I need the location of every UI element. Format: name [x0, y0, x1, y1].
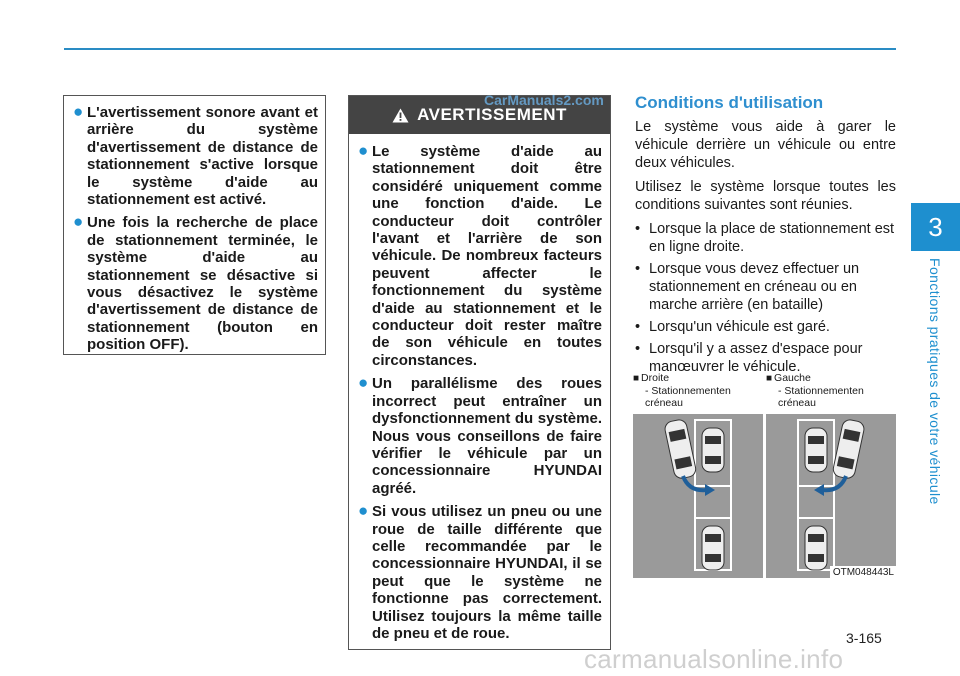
conditions-text — [635, 118, 896, 380]
figure-caption-right: ■ Droite - Stationnementen créneau — [633, 372, 731, 409]
parking-diagram-right — [633, 414, 763, 578]
parking-panel-right — [633, 414, 763, 578]
paragraph: Le système vous aide à garer le véhicule derrière un véhicule ou entre deux véhicules. — [635, 119, 896, 171]
list-item: • Lorsque la place de stationnement est en ligne droite. — [635, 221, 895, 255]
parked-car-icon — [805, 428, 827, 472]
list-item: ● Si vous utilisez un pneu ou une roue de taille différente que celle recommandée par le concessionnaire HYUNDAI, il se peut que le système ne fonctionne pas correctement. Utilisez toujours la même taille de pneu et de roue. — [358, 501, 602, 642]
bullet-icon: • — [635, 341, 641, 357]
note-box — [63, 95, 326, 355]
list-item: ● L'avertissement sonore avant et arrière du système d'avertissement de distance de stationnement s'active lorsque le système d'aide au stationnement est activé. — [73, 102, 318, 209]
parking-panel-left — [766, 414, 896, 578]
paragraph: Utilisez le système lorsque toutes les conditions suivantes sont réunies. — [635, 179, 896, 213]
warning-title: AVERTISSEMENT — [417, 105, 567, 124]
bullet-icon: • — [635, 261, 641, 277]
bullet-icon: • — [635, 221, 641, 237]
note-list — [72, 104, 318, 354]
bullet-icon: ● — [73, 212, 84, 232]
list-item: • Lorsqu'il y a assez d'espace pour manœuvrer le véhicule. — [635, 341, 863, 375]
bullet-icon: ● — [73, 102, 84, 121]
parked-car-icon — [702, 428, 724, 472]
chapter-number: 3 — [911, 203, 960, 251]
top-watermark[interactable]: CarManuals2.com — [484, 92, 604, 108]
moving-car-icon — [664, 418, 698, 479]
warning-triangle-icon — [392, 108, 409, 123]
warning-list — [357, 143, 602, 642]
list-item: ● Le système d'aide au stationnement doit être considéré uniquement comme une fonction d'aide. Le conducteur doit contrôler l'avant et l'arrière de son véhicule. De nombreux facteurs peuvent affecter le fonctionnement du système d'aide au stationnement et le conducteur doit rester maître de son véhicule en toutes circonstances. — [358, 141, 602, 369]
bullet-icon: ● — [358, 141, 369, 160]
footer-watermark[interactable]: carmanualsonline.info — [584, 644, 844, 674]
list-item: • Lorsque vous devez effectuer un stationnement en créneau ou en marche arrière (en bataille) — [635, 261, 860, 313]
section-title: Conditions d'utilisation — [635, 93, 824, 112]
conditions-list — [635, 220, 896, 376]
square-bullet-icon: ■ — [633, 373, 640, 384]
figure-caption-left: ■ Gauche - Stationnementen créneau — [766, 372, 864, 409]
list-item: ● Un parallélisme des roues incorrect peut entraîner un dysfonctionnement du système. Nous vous conseillons de faire vérifier le véhicule par un concessionnaire HYUNDAI agréé. — [358, 373, 602, 497]
page-number: 3-165 — [846, 630, 882, 646]
parking-figure — [633, 372, 896, 578]
parked-car-icon — [702, 526, 724, 570]
moving-car-icon — [832, 418, 866, 479]
parking-diagram-left — [766, 414, 896, 578]
warning-box — [348, 95, 611, 650]
list-item: • Lorsqu'un véhicule est garé. — [635, 319, 830, 335]
figure-code: OTM048443L — [830, 566, 896, 578]
bullet-icon: ● — [358, 373, 369, 393]
square-bullet-icon: ■ — [766, 373, 773, 384]
chapter-title: Fonctions pratiques de votre véhicule — [927, 258, 943, 505]
top-rule — [64, 48, 896, 50]
bullet-icon: ● — [358, 501, 369, 521]
list-item: ● Une fois la recherche de place de stationnement terminée, le système d'aide au stationnement se désactive si vous désactivez le système d'avertissement de distance de stationnement (bouton en position OFF). — [73, 212, 318, 354]
parked-car-icon — [805, 526, 827, 570]
bullet-icon: • — [635, 319, 641, 335]
